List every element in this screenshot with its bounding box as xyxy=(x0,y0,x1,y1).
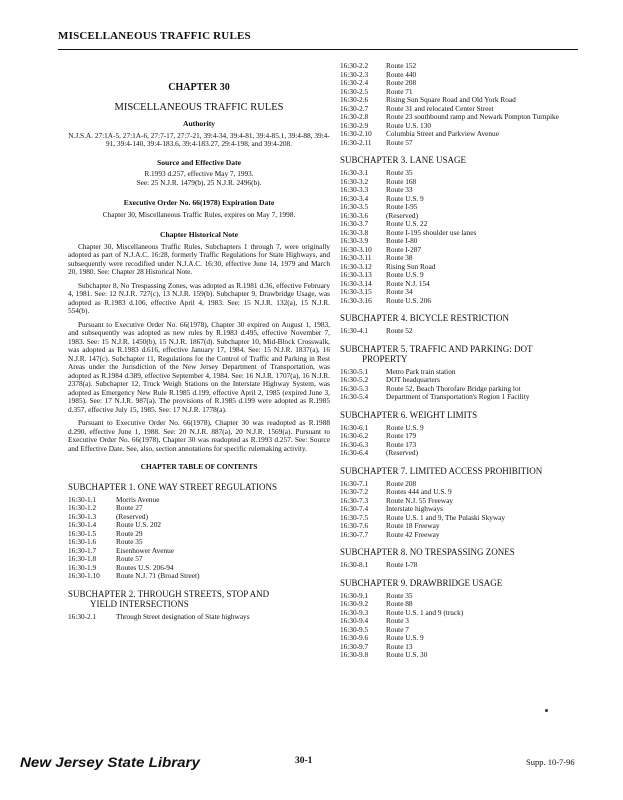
section-number: 16:30-9.7 xyxy=(340,641,369,651)
toc-entry xyxy=(340,178,585,187)
section-number: 16:30-8.1 xyxy=(340,560,369,569)
section-title: Route 34 xyxy=(386,287,413,296)
section-number: 16:30-3.9 xyxy=(340,236,369,245)
subchapter-heading-line: SUBCHAPTER 8. NO TRESPASSING ZONES xyxy=(340,547,515,557)
subchapter-1 xyxy=(68,482,330,581)
section-number: 16:30-7.1 xyxy=(340,478,369,488)
section-title: Route 35 xyxy=(386,590,413,600)
toc-entry xyxy=(340,368,585,377)
section-number: 16:30-3.10 xyxy=(340,244,372,254)
section-number: 16:30-7.4 xyxy=(340,504,369,513)
toc-entry xyxy=(340,393,585,402)
toc-entry xyxy=(340,441,585,450)
section-title: Route U.S. 9 xyxy=(386,193,424,203)
section-number: 16:30-9.6 xyxy=(340,633,369,642)
section-number: 16:30-9.2 xyxy=(340,599,369,608)
subchapter-heading-line: PROPERTY xyxy=(362,353,408,364)
speck-mark xyxy=(545,709,548,712)
toc-entry xyxy=(340,497,585,506)
section-title: Routes U.S. 206-94 xyxy=(116,562,174,572)
section-title: Route 57 xyxy=(116,554,143,563)
section-title: Route 57 xyxy=(386,137,413,147)
subchapter-heading-line: SUBCHAPTER 2. THROUGH STREETS, STOP AND xyxy=(68,588,270,599)
toc-entry xyxy=(340,626,585,635)
section-title: Route 7 xyxy=(386,624,409,634)
section-number: 16:30-3.2 xyxy=(340,176,369,186)
toc-entry xyxy=(340,634,585,643)
section-number: 16:30-1.7 xyxy=(68,545,97,555)
toc-entry xyxy=(340,609,585,618)
toc-entry xyxy=(340,651,585,660)
toc-entry xyxy=(340,271,585,280)
eo-text: Chapter 30, Miscellaneous Traffic Rules, expires on May 7, 1998. xyxy=(102,209,296,219)
toc-entry xyxy=(340,643,585,652)
toc-entry xyxy=(340,522,585,531)
section-title: DOT headquarters xyxy=(386,375,440,384)
section-title: Route 13 xyxy=(386,641,413,651)
section-title: Metro Park train station xyxy=(386,366,456,376)
section-title: Morris Avenue xyxy=(116,494,160,504)
section-title: Route U.S. 202 xyxy=(116,520,161,529)
section-title: Routes 444 and U.S. 9 xyxy=(386,487,452,496)
section-title: Route 29 xyxy=(116,528,143,538)
toc-entry xyxy=(340,237,585,246)
authority-heading: Authority xyxy=(182,119,216,128)
section-number: 16:30-2.11 xyxy=(340,137,372,147)
subchapter-4 xyxy=(340,313,585,336)
section-number: 16:30-2.10 xyxy=(340,129,372,138)
subchapter-heading-line: SUBCHAPTER 4. BICYCLE RESTRICTION xyxy=(340,313,510,323)
section-number: 16:30-1.4 xyxy=(68,520,97,529)
subchapter-heading-line: SUBCHAPTER 3. LANE USAGE xyxy=(340,155,467,165)
section-title: Route 179 xyxy=(386,431,417,440)
source-line: R.1993 d.257, effective May 7, 1993. xyxy=(144,169,254,178)
authority-text: N.J.S.A. 27:1A-5, 27:1A-6, 27:7-17, 27:7-21, 39:4-34, 39:4-81, 39:4-85.1, 39:4-88, 39:4-91, 39:4-140, 39:4-183.6, 39:4-183.27, 29:4-198, and 39:4-208. xyxy=(68,130,330,148)
section-number: 16:30-6.4 xyxy=(340,448,369,457)
source-heading: Source and Effective Date xyxy=(156,157,241,167)
toc-entry xyxy=(340,514,585,523)
history-heading: Chapter Historical Note xyxy=(160,230,238,239)
section-number: 16:30-3.15 xyxy=(340,287,372,296)
section-title: Route N.J. 71 (Broad Street) xyxy=(116,571,200,580)
toc-entry xyxy=(340,617,585,626)
subchapter-heading xyxy=(340,466,585,476)
toc-entry xyxy=(340,195,585,204)
history-paragraph: Chapter 30, Miscellaneous Traffic Rules, Subchapters 1 through 7, were originally adopted as part of N.J.A.C. 16:28, formerly Traffic Regulations for State Highways, and subsequently were recodified under N.J.A.C. 16:30, effective June 14, 1979 and March 20, 1980. See: Chapter 28 Historical Note. xyxy=(68,241,330,276)
toc-entry xyxy=(340,71,585,80)
subchapter-heading xyxy=(68,589,330,609)
subchapter-heading-line: SUBCHAPTER 9. DRAWBRIDGE USAGE xyxy=(340,577,503,588)
section-number: 16:30-1.6 xyxy=(68,537,97,546)
section-title: Route 38 xyxy=(386,253,413,262)
section-title: Route I-80 xyxy=(386,236,418,245)
toc-entry xyxy=(340,297,585,306)
section-title: Route I-78 xyxy=(386,560,418,569)
section-title: Route 27 xyxy=(116,503,143,512)
toc-entry xyxy=(340,169,585,178)
subchapter-2-continued xyxy=(340,62,585,147)
section-number: 16:30-3.11 xyxy=(340,253,372,262)
section-number: 16:30-3.4 xyxy=(340,193,369,203)
section-number: 16:30-6.3 xyxy=(340,439,369,449)
toc-entry xyxy=(68,513,330,522)
toc-entry xyxy=(68,572,330,581)
section-number: 16:30-1.10 xyxy=(68,571,100,580)
toc-entry xyxy=(340,488,585,497)
toc-entry xyxy=(340,229,585,238)
toc-entry xyxy=(340,113,585,122)
toc-entry xyxy=(340,288,585,297)
subchapter-heading-line: SUBCHAPTER 7. LIMITED ACCESS PROHIBITION xyxy=(340,465,543,476)
toc-entry xyxy=(68,547,330,556)
subchapter-heading xyxy=(340,578,585,588)
section-title: Route 42 Freeway xyxy=(386,529,440,539)
section-title: Route U.S. 9 xyxy=(386,633,424,642)
section-title: Route N.J. 154 xyxy=(386,278,430,288)
toc-entry xyxy=(340,254,585,263)
toc-entry xyxy=(340,212,585,221)
subchapter-8 xyxy=(340,547,585,570)
supplement-date: Supp. 10-7-96 xyxy=(526,757,575,767)
section-title: Route U.S. 9 xyxy=(386,422,424,432)
section-title: Interstate highways xyxy=(386,504,443,513)
section-title: Route I-195 shoulder use lanes xyxy=(386,227,477,237)
source-line: See: 25 N.J.R. 1479(b), 25 N.J.R. 2496(b). xyxy=(136,177,262,187)
toc-entry xyxy=(68,555,330,564)
section-title: Route 18 Freeway xyxy=(386,521,440,530)
subchapter-heading-line: SUBCHAPTER 6. WEIGHT LIMITS xyxy=(340,409,478,420)
section-title: Route U.S. 22 xyxy=(386,219,428,228)
section-number: 16:30-2.9 xyxy=(340,120,369,130)
section-title: Rising Sun Road xyxy=(386,261,436,271)
section-number: 16:30-2.6 xyxy=(340,95,369,104)
toc-entry xyxy=(340,246,585,255)
toc-entry xyxy=(340,79,585,88)
toc-entry xyxy=(340,531,585,540)
section-number: 16:30-1.3 xyxy=(68,511,97,521)
section-title: Route 168 xyxy=(386,176,417,186)
toc-entry xyxy=(340,327,585,336)
subchapter-heading-line: SUBCHAPTER 5. TRAFFIC AND PARKING: DOT xyxy=(340,343,533,354)
toc-entry xyxy=(340,203,585,212)
right-column xyxy=(340,62,585,660)
toc-entry xyxy=(340,449,585,458)
section-number: 16:30-3.8 xyxy=(340,227,369,237)
toc-entry xyxy=(68,613,330,622)
subchapter-heading-line: SUBCHAPTER 1. ONE WAY STREET REGULATIONS xyxy=(68,481,278,492)
section-number: 16:30-3.14 xyxy=(340,278,372,288)
section-title: Route 152 xyxy=(386,61,417,70)
section-title: Route 208 xyxy=(386,478,417,488)
section-number: 16:30-5.2 xyxy=(340,375,369,384)
subchapter-2 xyxy=(68,589,330,622)
toc-entry xyxy=(68,530,330,539)
subchapter-9 xyxy=(340,578,585,660)
history-paragraph: Pursuant to Executive Order No. 66(1978), Chapter 30 was readopted as R.1988 d.290, effective June 1, 1988. See: 20 N.J.R. 887(a), 20 N.J.R. 1569(a). Pursuant to Executive Order No. 66(1978), Chapter 30 was readopted as R.1993 d.257. See: Source and Effective Date. See, also, section annotations for specific rulemaking activity. xyxy=(68,418,330,453)
section-number: 16:30-3.5 xyxy=(340,202,369,211)
section-title: Route 52, Beach Thorofare Bridge parking lot xyxy=(386,383,521,393)
section-title: Route U.S. 30 xyxy=(386,650,428,659)
section-number: 16:30-2.1 xyxy=(68,611,97,621)
section-number: 16:30-3.6 xyxy=(340,210,369,220)
history-paragraph: Pursuant to Executive Order No. 66(1978), Chapter 30 expired on August 1, 1983, and subsequently was adopted as new rules by R.1983 d.495, effective November 7, 1983. See: 15 N.J.R. 1450(b), 15 N.J.R. 1867(d). Subchapter 10, Mid-Block Crosswalk, was adopted as R.1983 d.616, effective January 17, 1984. See: 15 N.J.R. 1837(a), 16 N.J.R. 147(c). Subchapter 11, Regulations for the Control of Traffic and Parking in Rest Areas under the Jurisdiction of the New Jersey Department of Transportation, was adopted as R.1984 d.389, effective September 4, 1984. See: 16 N.J.R. 1707(a), 16 N.J.R. 2378(a). Subchapter 12, Truck Weigh Stations on the Interstate Highway System, was adopted as Emergency New Rule R.1985 d.199, effective April 2, 1985 (expired June 3, 1985). See: 17 N.J.R. 987(a). The provisions of R.1985 d.199 were adopted as R.1985 d.357, effective July 15, 1985. See: 17 N.J.R. 1778(a). xyxy=(68,319,330,414)
section-number: 16:30-6.2 xyxy=(340,431,369,440)
section-number: 16:30-1.8 xyxy=(68,554,97,563)
section-number: 16:30-6.1 xyxy=(340,422,369,432)
section-number: 16:30-7.2 xyxy=(340,487,369,496)
page-number: 30-1 xyxy=(295,756,313,766)
toc-entry xyxy=(68,504,330,513)
section-number: 16:30-9.5 xyxy=(340,624,369,634)
toc-entry xyxy=(340,263,585,272)
section-number: 16:30-3.13 xyxy=(340,270,372,279)
section-number: 16:30-1.5 xyxy=(68,528,97,538)
section-number: 16:30-2.5 xyxy=(340,86,369,96)
section-number: 16:30-7.3 xyxy=(340,495,369,505)
section-number: 16:30-5.4 xyxy=(340,392,369,401)
section-title: Rising Sun Square Road and Old York Road xyxy=(386,95,516,104)
toc-entry xyxy=(340,130,585,139)
section-title: Route I-95 xyxy=(386,202,418,211)
section-title: Route 208 xyxy=(386,78,417,87)
section-title: Route 88 xyxy=(386,599,413,608)
chapter-title: MISCELLANEOUS TRAFFIC RULES xyxy=(114,102,284,113)
section-number: 16:30-2.2 xyxy=(340,61,369,70)
section-title: Route U.S. 1 and 9, The Pulaski Skyway xyxy=(386,512,506,522)
section-title: Route 33 xyxy=(386,185,413,194)
section-title: Route 3 xyxy=(386,616,409,625)
library-stamp: New Jersey State Library xyxy=(20,754,200,770)
section-title: Route 35 xyxy=(116,537,143,546)
toc-entry xyxy=(68,496,330,505)
toc-entry xyxy=(340,432,585,441)
section-title: Route 31 and relocated Center Street xyxy=(386,103,494,113)
section-title: (Reserved) xyxy=(386,210,419,220)
section-number: 16:30-3.12 xyxy=(340,261,372,271)
subchapter-7 xyxy=(340,466,585,540)
section-title: (Reserved) xyxy=(386,448,419,457)
subchapter-heading xyxy=(68,482,330,492)
section-number: 16:30-4.1 xyxy=(340,326,369,335)
section-title: Route 71 xyxy=(386,86,413,96)
section-number: 16:30-9.8 xyxy=(340,650,369,659)
section-title: Route 35 xyxy=(386,168,413,177)
toc-entry xyxy=(340,480,585,489)
subchapter-3 xyxy=(340,155,585,305)
section-title: Through Street designation of State highways xyxy=(116,611,250,621)
section-title: Route 440 xyxy=(386,69,417,79)
section-number: 16:30-2.7 xyxy=(340,103,369,113)
section-number: 16:30-3.7 xyxy=(340,219,369,228)
running-header: MISCELLANEOUS TRAFFIC RULES xyxy=(58,30,251,42)
section-number: 16:30-5.3 xyxy=(340,383,369,393)
eo-heading: Executive Order No. 66(1978) Expiration Date xyxy=(123,198,275,207)
section-title: Route U.S. 206 xyxy=(386,295,431,305)
toc-heading: CHAPTER TABLE OF CONTENTS xyxy=(140,462,258,471)
toc-entry xyxy=(340,561,585,570)
section-title: Route N.J. 55 Freeway xyxy=(386,495,454,505)
section-number: 16:30-2.4 xyxy=(340,78,369,87)
subchapter-6 xyxy=(340,410,585,458)
section-title: Route 23 southbound ramp and Newark Pompton Turnpike xyxy=(386,112,559,121)
subchapter-heading xyxy=(340,344,585,364)
toc-entry xyxy=(340,186,585,195)
section-number: 16:30-1.9 xyxy=(68,562,97,572)
subchapter-heading xyxy=(340,410,585,420)
section-number: 16:30-7.5 xyxy=(340,512,369,522)
section-title: Route U.S. 9 xyxy=(386,270,424,279)
section-number: 16:30-2.8 xyxy=(340,112,369,121)
toc-entry xyxy=(340,62,585,71)
section-number: 16:30-9.3 xyxy=(340,607,369,617)
section-number: 16:30-3.3 xyxy=(340,185,369,194)
toc-entry xyxy=(340,592,585,601)
section-title: Columbia Street and Parkview Avenue xyxy=(386,129,499,138)
subchapter-heading-line: YIELD INTERSECTIONS xyxy=(90,598,189,609)
section-number: 16:30-2.3 xyxy=(340,69,369,79)
section-number: 16:30-7.7 xyxy=(340,529,369,539)
toc-entry xyxy=(340,280,585,289)
section-number: 16:30-7.6 xyxy=(340,521,369,530)
section-number: 16:30-1.1 xyxy=(68,494,97,504)
section-number: 16:30-3.16 xyxy=(340,295,372,305)
subchapter-heading xyxy=(340,547,585,557)
section-title: Eisenhower Avenue xyxy=(116,545,175,555)
section-title: (Reserved) xyxy=(116,511,149,521)
section-title: Route U.S. 1 and 9 (truck) xyxy=(386,607,464,617)
header-rule xyxy=(58,49,578,50)
section-number: 16:30-9.1 xyxy=(340,590,369,600)
toc-entry xyxy=(340,424,585,433)
section-number: 16:30-3.1 xyxy=(340,168,369,177)
subchapter-heading xyxy=(340,313,585,323)
history-paragraph: Subchapter 8, No Trespassing Zones, was adopted as R.1981 d.36, effective February 4, 1981. See: 12 N.J.R. 727(c), 13 N.J.R. 159(b). Subchapter 9, Drawbridge Usage, was adopted as R.1983 d.106, effective April 4, 1983. See: 15 N.J.R. 132(a), 15 N.J.R. 554(b). xyxy=(68,280,330,315)
section-title: Route I-287 xyxy=(386,244,422,254)
section-title: Route 173 xyxy=(386,439,417,449)
section-number: 16:30-1.2 xyxy=(68,503,97,512)
section-title: Route U.S. 130 xyxy=(386,120,431,130)
section-title: Route 52 xyxy=(386,326,413,335)
section-title: Department of Transportation's Region 1 Facility xyxy=(386,392,530,401)
subchapter-5 xyxy=(340,344,585,402)
left-column xyxy=(68,64,330,621)
section-number: 16:30-9.4 xyxy=(340,616,369,625)
toc-entry xyxy=(340,139,585,148)
section-number: 16:30-5.1 xyxy=(340,366,369,376)
toc-entry xyxy=(68,538,330,547)
subchapter-heading xyxy=(340,155,585,165)
chapter-number: CHAPTER 30 xyxy=(168,82,230,93)
source-text xyxy=(68,170,330,187)
toc-entry xyxy=(68,521,330,530)
